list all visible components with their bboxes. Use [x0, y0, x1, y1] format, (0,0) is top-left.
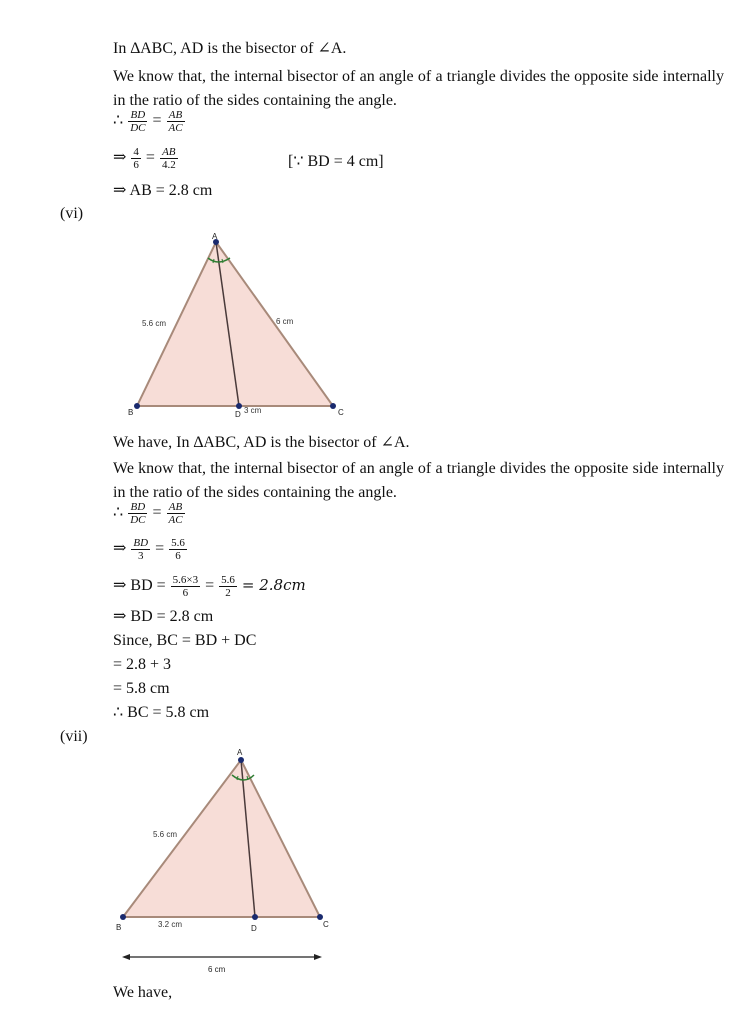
implies-symbol: ⇒ [113, 540, 127, 558]
vi-line: ⇒ BD = 2.8 cm [113, 608, 214, 625]
vi-intro: We have, In ∆ABC, AD is the bisector of ∠A. [113, 434, 410, 451]
v-result: ⇒ AB = 2.8 cm [113, 182, 213, 199]
equals-sign: = [155, 540, 165, 558]
v-theorem: We know that, the internal bisector of an angle of a triangle divides the opposite side internally in the ratio of the sides containing the angle. [113, 68, 724, 109]
vertex-b-dot [120, 914, 126, 920]
vertex-a-dot [238, 757, 244, 763]
segment-bd-length: 3.2 cm [158, 920, 183, 929]
bd-value: = 2.8cm [241, 576, 306, 595]
fraction-bd-dc: $\frac{BD}{DC}$ [130, 501, 146, 526]
bd-equals: ⇒ BD = [113, 577, 166, 595]
v-intro: In ∆ABC, AD is the bisector of ∠A. [113, 40, 347, 57]
part-vii-label: (vii) [60, 728, 88, 745]
fraction-5-6-over-2: $\frac{5.6}{2}$ [221, 574, 235, 599]
therefore-symbol: ∴ [113, 112, 124, 130]
vertex-b-label: B [128, 408, 134, 417]
vertex-a-label: A [237, 748, 243, 757]
arrow-head-right [314, 954, 322, 960]
vi-line: = 2.8 + 3 [113, 656, 172, 673]
equals-sign: = [205, 577, 215, 595]
base-bc-length: 6 cm [208, 965, 226, 974]
side-ac-length: 6 cm [276, 317, 294, 326]
vi-substitution-line [113, 537, 188, 562]
v-ratio-line [113, 109, 186, 134]
fraction-ab-4-2: $\frac{AB}{4.2}$ [161, 146, 176, 171]
vi-line: = 5.8 cm [113, 680, 170, 697]
part-vi-label: (vi) [60, 205, 84, 222]
vertex-c-dot [330, 403, 336, 409]
vi-line: Since, BC = BD + DC [113, 632, 257, 649]
segment-dc-length: 3 cm [244, 406, 262, 415]
side-ab-length: 5.6 cm [153, 830, 178, 839]
vertex-b-dot [134, 403, 140, 409]
arrow-head-left [122, 954, 130, 960]
triangle-figure-vii [110, 745, 350, 975]
vi-line: ∴ BC = 5.8 cm [113, 704, 210, 721]
vertex-d-dot [236, 403, 242, 409]
fraction-4-6: $\frac{4}{6}$ [133, 146, 139, 171]
therefore-symbol: ∴ [113, 504, 124, 522]
vi-theorem: We know that, the internal bisector of an angle of a triangle divides the opposite side internally in the ratio of the sides containing the angle. [113, 460, 724, 501]
vertex-c-label: C [338, 408, 344, 417]
v-substitution-line [113, 146, 179, 171]
equals-sign: = [145, 149, 155, 167]
vertex-d-label: D [235, 410, 241, 419]
vi-bd-computation [113, 574, 306, 599]
fraction-5-6-over-6: $\frac{5.6}{6}$ [171, 537, 185, 562]
fraction-ab-ac: $\frac{AB}{AC}$ [168, 501, 183, 526]
triangle-figure-vi [120, 230, 355, 425]
equals-sign: = [152, 504, 162, 522]
vii-we-have: We have, [113, 984, 173, 1001]
v-because-note: [∵ BD = 4 cm] [288, 153, 384, 170]
vertex-c-label: C [323, 920, 329, 929]
fraction-bd-3: $\frac{BD}{3}$ [133, 537, 149, 562]
vertex-a-label: A [212, 232, 218, 241]
fraction-ab-ac: $\frac{AB}{AC}$ [168, 109, 183, 134]
equals-sign: = [152, 112, 162, 130]
fraction-5-6x3-over-6: $\frac{5.6\times 3}{6}$ [172, 574, 199, 599]
fraction-bd-dc: $\frac{BD}{DC}$ [130, 109, 146, 134]
implies-symbol: ⇒ [113, 149, 127, 167]
vertex-d-label: D [251, 924, 257, 933]
vertex-d-dot [252, 914, 258, 920]
vertex-b-label: B [116, 923, 122, 932]
side-ab-length: 5.6 cm [142, 319, 167, 328]
vi-ratio-line [113, 501, 186, 526]
